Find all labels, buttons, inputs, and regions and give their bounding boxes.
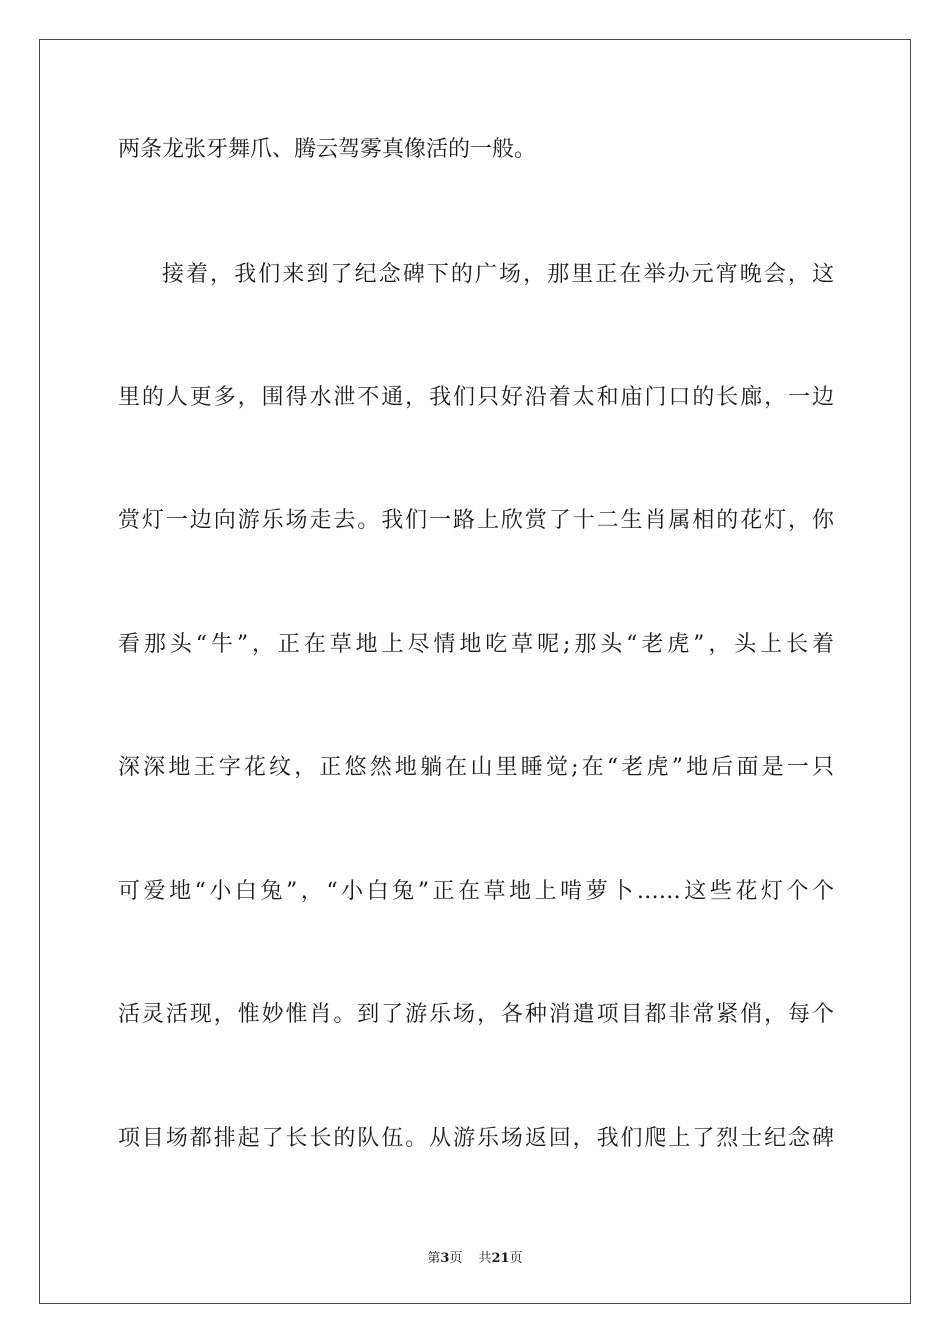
page-indicator: 第3页 <box>427 1251 463 1266</box>
page-border <box>39 39 911 1304</box>
text-line: 项目场都排起了长长的队伍。从游乐场返回，我们爬上了烈士纪念碑 <box>118 1126 834 1151</box>
total-pages-indicator: 共21页 <box>478 1251 523 1266</box>
paragraph-first-line: 接着，我们来到了纪念碑下的广场，那里正在举办元宵晚会，这 <box>162 262 834 287</box>
text-line: 两条龙张牙舞爪、腾云驾雾真像活的一般。 <box>118 137 537 162</box>
page-number: 3 <box>440 1251 450 1266</box>
text-line: 活灵活现，惟妙惟肖。到了游乐场，各种消遣项目都非常紧俏，每个 <box>118 1002 834 1027</box>
text-line: 看那头“牛”，正在草地上尽情地吃草呢;那头“老虎”，头上长着 <box>118 632 834 657</box>
text-line: 可爱地“小白兔”，“小白兔”正在草地上啃萝卜……这些花灯个个 <box>118 879 834 904</box>
page-footer <box>0 1247 950 1266</box>
text-line: 深深地王字花纹，正悠然地躺在山里睡觉;在“老虎”地后面是一只 <box>118 755 834 780</box>
total-pages: 21 <box>491 1251 510 1266</box>
text-line: 赏灯一边向游乐场走去。我们一路上欣赏了十二生肖属相的花灯，你 <box>118 508 834 533</box>
text-line: 里的人更多，围得水泄不通，我们只好沿着太和庙门口的长廊，一边 <box>118 385 834 410</box>
